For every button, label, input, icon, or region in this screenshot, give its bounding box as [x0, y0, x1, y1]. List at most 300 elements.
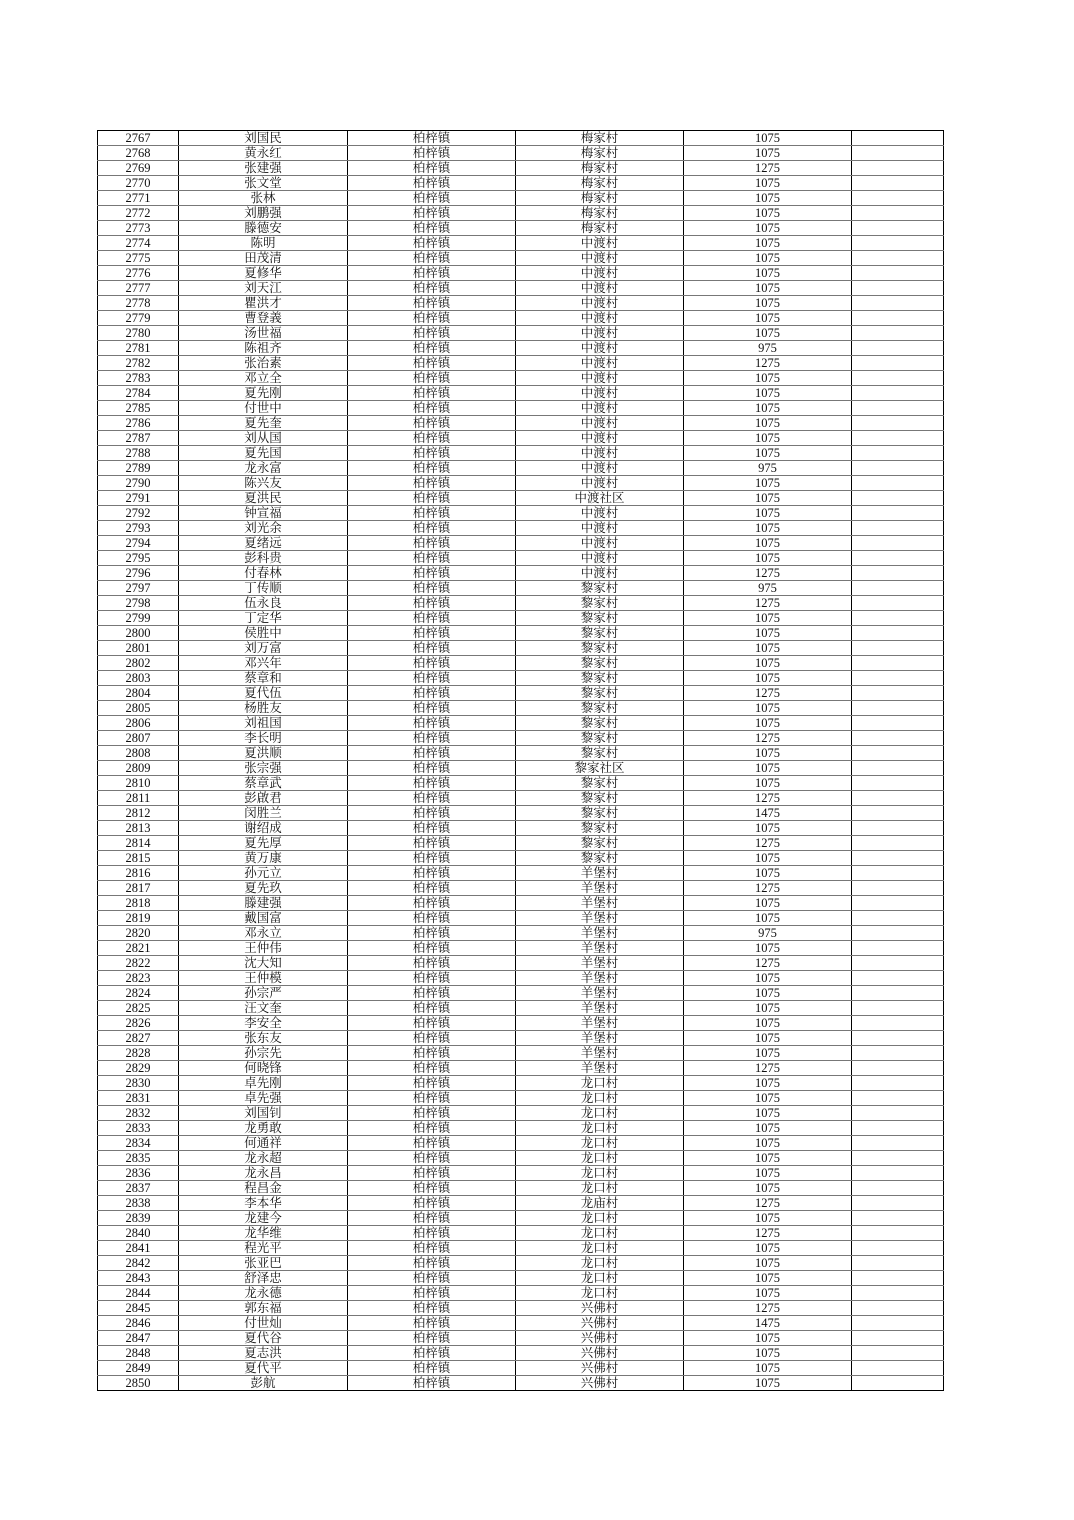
cell-amount: 1075 [684, 146, 852, 161]
table-row [98, 881, 944, 896]
cell-name: 蔡章和 [179, 671, 348, 686]
cell-town: 柏梓镇 [348, 851, 516, 866]
cell-name: 夏先刚 [179, 386, 348, 401]
cell-blank [852, 221, 944, 236]
cell-index: 2804 [98, 686, 179, 701]
cell-name: 杨胜友 [179, 701, 348, 716]
table-row [98, 176, 944, 191]
cell-village: 羊堡村 [516, 1061, 684, 1076]
cell-index: 2776 [98, 266, 179, 281]
cell-index: 2812 [98, 806, 179, 821]
cell-village: 黎家村 [516, 641, 684, 656]
cell-blank [852, 236, 944, 251]
cell-index: 2770 [98, 176, 179, 191]
cell-name: 张治素 [179, 356, 348, 371]
table-row [98, 521, 944, 536]
cell-blank [852, 446, 944, 461]
cell-village: 黎家村 [516, 656, 684, 671]
cell-village: 中渡村 [516, 296, 684, 311]
cell-index: 2796 [98, 566, 179, 581]
cell-village: 黎家村 [516, 851, 684, 866]
cell-blank [852, 131, 944, 146]
cell-name: 夏代谷 [179, 1331, 348, 1346]
cell-amount: 1075 [684, 1166, 852, 1181]
cell-amount: 1075 [684, 221, 852, 236]
cell-amount: 1475 [684, 806, 852, 821]
cell-name: 田茂清 [179, 251, 348, 266]
cell-town: 柏梓镇 [348, 761, 516, 776]
table-row [98, 551, 944, 566]
cell-index: 2849 [98, 1361, 179, 1376]
cell-town: 柏梓镇 [348, 746, 516, 761]
table-row [98, 191, 944, 206]
cell-name: 夏先国 [179, 446, 348, 461]
cell-index: 2785 [98, 401, 179, 416]
cell-blank [852, 521, 944, 536]
table-row [98, 776, 944, 791]
cell-index: 2813 [98, 821, 179, 836]
cell-village: 兴佛村 [516, 1301, 684, 1316]
cell-town: 柏梓镇 [348, 386, 516, 401]
cell-amount: 1075 [684, 821, 852, 836]
cell-amount: 1075 [684, 1106, 852, 1121]
cell-blank [852, 176, 944, 191]
cell-town: 柏梓镇 [348, 656, 516, 671]
cell-village: 黎家村 [516, 611, 684, 626]
cell-amount: 1075 [684, 746, 852, 761]
cell-blank [852, 191, 944, 206]
cell-index: 2799 [98, 611, 179, 626]
cell-village: 黎家村 [516, 776, 684, 791]
cell-village: 中渡村 [516, 461, 684, 476]
cell-amount: 1275 [684, 836, 852, 851]
cell-index: 2829 [98, 1061, 179, 1076]
table-row [98, 671, 944, 686]
cell-blank [852, 386, 944, 401]
cell-village: 黎家村 [516, 836, 684, 851]
cell-amount: 1275 [684, 791, 852, 806]
table-row [98, 1241, 944, 1256]
table-row [98, 161, 944, 176]
cell-amount: 1075 [684, 1241, 852, 1256]
cell-amount: 1075 [684, 701, 852, 716]
table-row [98, 1121, 944, 1136]
cell-name: 付世灿 [179, 1316, 348, 1331]
table-row [98, 566, 944, 581]
cell-name: 何通祥 [179, 1136, 348, 1151]
cell-blank [852, 581, 944, 596]
cell-blank [852, 1046, 944, 1061]
cell-village: 羊堡村 [516, 1016, 684, 1031]
cell-town: 柏梓镇 [348, 1196, 516, 1211]
cell-village: 中渡村 [516, 536, 684, 551]
cell-amount: 1075 [684, 1211, 852, 1226]
cell-amount: 1275 [684, 731, 852, 746]
cell-town: 柏梓镇 [348, 1076, 516, 1091]
cell-village: 羊堡村 [516, 866, 684, 881]
cell-blank [852, 671, 944, 686]
table-row [98, 911, 944, 926]
cell-name: 谢绍成 [179, 821, 348, 836]
cell-town: 柏梓镇 [348, 1316, 516, 1331]
cell-village: 兴佛村 [516, 1346, 684, 1361]
cell-amount: 1275 [684, 1061, 852, 1076]
cell-village: 龙口村 [516, 1256, 684, 1271]
cell-name: 钟宣福 [179, 506, 348, 521]
cell-amount: 1275 [684, 881, 852, 896]
cell-index: 2773 [98, 221, 179, 236]
cell-amount: 1275 [684, 356, 852, 371]
cell-amount: 1075 [684, 1376, 852, 1391]
cell-index: 2795 [98, 551, 179, 566]
cell-blank [852, 1316, 944, 1331]
cell-blank [852, 1271, 944, 1286]
cell-name: 陈明 [179, 236, 348, 251]
table-row [98, 1061, 944, 1076]
cell-name: 陈祖齐 [179, 341, 348, 356]
table-row [98, 1106, 944, 1121]
cell-index: 2775 [98, 251, 179, 266]
cell-blank [852, 296, 944, 311]
cell-amount: 1075 [684, 476, 852, 491]
cell-town: 柏梓镇 [348, 431, 516, 446]
cell-index: 2837 [98, 1181, 179, 1196]
table-row [98, 1331, 944, 1346]
cell-name: 夏洪民 [179, 491, 348, 506]
cell-blank [852, 1076, 944, 1091]
cell-index: 2790 [98, 476, 179, 491]
cell-town: 柏梓镇 [348, 1061, 516, 1076]
cell-name: 陈兴友 [179, 476, 348, 491]
cell-name: 卓先刚 [179, 1076, 348, 1091]
cell-blank [852, 1286, 944, 1301]
cell-village: 中渡村 [516, 446, 684, 461]
cell-blank [852, 731, 944, 746]
cell-town: 柏梓镇 [348, 446, 516, 461]
cell-index: 2805 [98, 701, 179, 716]
cell-blank [852, 806, 944, 821]
cell-blank [852, 821, 944, 836]
cell-village: 中渡村 [516, 476, 684, 491]
cell-amount: 1275 [684, 1301, 852, 1316]
cell-blank [852, 1211, 944, 1226]
cell-village: 梅家村 [516, 206, 684, 221]
cell-town: 柏梓镇 [348, 296, 516, 311]
cell-town: 柏梓镇 [348, 1361, 516, 1376]
cell-name: 夏先奎 [179, 416, 348, 431]
cell-amount: 1075 [684, 236, 852, 251]
cell-amount: 1075 [684, 911, 852, 926]
table-row [98, 986, 944, 1001]
cell-village: 龙口村 [516, 1151, 684, 1166]
cell-blank [852, 1136, 944, 1151]
table-row [98, 446, 944, 461]
table-row [98, 1016, 944, 1031]
table-row [98, 1316, 944, 1331]
cell-town: 柏梓镇 [348, 131, 516, 146]
cell-town: 柏梓镇 [348, 1376, 516, 1391]
cell-village: 羊堡村 [516, 911, 684, 926]
cell-village: 羊堡村 [516, 896, 684, 911]
cell-name: 程光平 [179, 1241, 348, 1256]
table-row [98, 536, 944, 551]
cell-town: 柏梓镇 [348, 356, 516, 371]
cell-amount: 1075 [684, 326, 852, 341]
cell-blank [852, 881, 944, 896]
table-row [98, 791, 944, 806]
table-row [98, 1346, 944, 1361]
cell-blank [852, 1181, 944, 1196]
cell-name: 刘万富 [179, 641, 348, 656]
cell-index: 2841 [98, 1241, 179, 1256]
cell-village: 黎家村 [516, 701, 684, 716]
cell-name: 彭啟君 [179, 791, 348, 806]
cell-town: 柏梓镇 [348, 581, 516, 596]
cell-town: 柏梓镇 [348, 221, 516, 236]
cell-village: 梅家村 [516, 161, 684, 176]
table-row [98, 1136, 944, 1151]
table-row [98, 356, 944, 371]
cell-village: 龙口村 [516, 1181, 684, 1196]
cell-index: 2788 [98, 446, 179, 461]
cell-town: 柏梓镇 [348, 521, 516, 536]
cell-town: 柏梓镇 [348, 896, 516, 911]
cell-blank [852, 1151, 944, 1166]
cell-index: 2802 [98, 656, 179, 671]
table-row [98, 221, 944, 236]
cell-town: 柏梓镇 [348, 866, 516, 881]
cell-village: 羊堡村 [516, 1046, 684, 1061]
cell-blank [852, 1166, 944, 1181]
cell-index: 2786 [98, 416, 179, 431]
cell-town: 柏梓镇 [348, 1226, 516, 1241]
cell-town: 柏梓镇 [348, 671, 516, 686]
cell-index: 2792 [98, 506, 179, 521]
cell-blank [852, 1016, 944, 1031]
cell-amount: 975 [684, 341, 852, 356]
cell-amount: 1075 [684, 866, 852, 881]
cell-town: 柏梓镇 [348, 1271, 516, 1286]
cell-blank [852, 281, 944, 296]
table-row [98, 131, 944, 146]
cell-blank [852, 596, 944, 611]
cell-amount: 1275 [684, 161, 852, 176]
cell-name: 黄万康 [179, 851, 348, 866]
cell-name: 夏代伍 [179, 686, 348, 701]
cell-amount: 1075 [684, 431, 852, 446]
cell-name: 刘光余 [179, 521, 348, 536]
cell-name: 郭东福 [179, 1301, 348, 1316]
cell-amount: 1075 [684, 251, 852, 266]
table-row [98, 896, 944, 911]
cell-index: 2827 [98, 1031, 179, 1046]
cell-town: 柏梓镇 [348, 416, 516, 431]
cell-amount: 1075 [684, 1031, 852, 1046]
cell-amount: 1075 [684, 311, 852, 326]
cell-village: 黎家村 [516, 806, 684, 821]
cell-town: 柏梓镇 [348, 806, 516, 821]
cell-village: 梅家村 [516, 191, 684, 206]
cell-blank [852, 1256, 944, 1271]
cell-amount: 975 [684, 461, 852, 476]
cell-index: 2782 [98, 356, 179, 371]
cell-name: 彭航 [179, 1376, 348, 1391]
cell-town: 柏梓镇 [348, 836, 516, 851]
cell-name: 张宗强 [179, 761, 348, 776]
table-row [98, 1196, 944, 1211]
cell-town: 柏梓镇 [348, 266, 516, 281]
cell-blank [852, 851, 944, 866]
table-row [98, 206, 944, 221]
cell-village: 中渡村 [516, 236, 684, 251]
cell-index: 2800 [98, 626, 179, 641]
cell-town: 柏梓镇 [348, 911, 516, 926]
cell-town: 柏梓镇 [348, 341, 516, 356]
cell-amount: 1075 [684, 281, 852, 296]
cell-index: 2843 [98, 1271, 179, 1286]
cell-blank [852, 1361, 944, 1376]
cell-village: 中渡村 [516, 266, 684, 281]
table-row [98, 401, 944, 416]
cell-town: 柏梓镇 [348, 776, 516, 791]
cell-amount: 1075 [684, 776, 852, 791]
cell-name: 王仲模 [179, 971, 348, 986]
cell-name: 夏代平 [179, 1361, 348, 1376]
cell-village: 中渡村 [516, 551, 684, 566]
cell-blank [852, 1031, 944, 1046]
cell-name: 夏志洪 [179, 1346, 348, 1361]
cell-amount: 1075 [684, 716, 852, 731]
cell-blank [852, 1346, 944, 1361]
table-row [98, 1076, 944, 1091]
cell-blank [852, 626, 944, 641]
cell-index: 2838 [98, 1196, 179, 1211]
cell-amount: 975 [684, 581, 852, 596]
cell-blank [852, 1106, 944, 1121]
cell-name: 滕建强 [179, 896, 348, 911]
cell-amount: 1075 [684, 851, 852, 866]
cell-town: 柏梓镇 [348, 1166, 516, 1181]
cell-index: 2816 [98, 866, 179, 881]
cell-name: 龙华维 [179, 1226, 348, 1241]
cell-town: 柏梓镇 [348, 506, 516, 521]
table-row [98, 1301, 944, 1316]
cell-index: 2811 [98, 791, 179, 806]
cell-blank [852, 1061, 944, 1076]
cell-name: 邓兴年 [179, 656, 348, 671]
cell-amount: 1075 [684, 1286, 852, 1301]
cell-blank [852, 911, 944, 926]
cell-town: 柏梓镇 [348, 686, 516, 701]
cell-village: 龙口村 [516, 1091, 684, 1106]
table-row [98, 266, 944, 281]
table-row [98, 956, 944, 971]
cell-name: 付世中 [179, 401, 348, 416]
cell-amount: 1075 [684, 506, 852, 521]
cell-index: 2771 [98, 191, 179, 206]
cell-name: 付春林 [179, 566, 348, 581]
cell-amount: 1275 [684, 596, 852, 611]
cell-blank [852, 431, 944, 446]
cell-village: 羊堡村 [516, 1031, 684, 1046]
table-row [98, 296, 944, 311]
cell-town: 柏梓镇 [348, 176, 516, 191]
cell-amount: 1075 [684, 761, 852, 776]
cell-index: 2809 [98, 761, 179, 776]
cell-blank [852, 971, 944, 986]
cell-index: 2836 [98, 1166, 179, 1181]
cell-name: 沈大知 [179, 956, 348, 971]
cell-village: 黎家社区 [516, 761, 684, 776]
cell-blank [852, 791, 944, 806]
cell-index: 2807 [98, 731, 179, 746]
cell-village: 黎家村 [516, 626, 684, 641]
cell-index: 2798 [98, 596, 179, 611]
cell-name: 程昌金 [179, 1181, 348, 1196]
cell-index: 2778 [98, 296, 179, 311]
cell-town: 柏梓镇 [348, 701, 516, 716]
cell-blank [852, 206, 944, 221]
table-row [98, 821, 944, 836]
cell-blank [852, 536, 944, 551]
cell-village: 中渡村 [516, 416, 684, 431]
cell-index: 2815 [98, 851, 179, 866]
cell-town: 柏梓镇 [348, 1031, 516, 1046]
cell-village: 龙口村 [516, 1166, 684, 1181]
cell-amount: 1075 [684, 1181, 852, 1196]
cell-index: 2846 [98, 1316, 179, 1331]
cell-town: 柏梓镇 [348, 1181, 516, 1196]
cell-town: 柏梓镇 [348, 326, 516, 341]
cell-blank [852, 161, 944, 176]
cell-name: 丁传顺 [179, 581, 348, 596]
cell-town: 柏梓镇 [348, 926, 516, 941]
cell-blank [852, 896, 944, 911]
cell-index: 2835 [98, 1151, 179, 1166]
cell-index: 2801 [98, 641, 179, 656]
cell-town: 柏梓镇 [348, 1346, 516, 1361]
cell-village: 中渡村 [516, 566, 684, 581]
cell-index: 2833 [98, 1121, 179, 1136]
cell-name: 张林 [179, 191, 348, 206]
cell-village: 中渡村 [516, 356, 684, 371]
cell-blank [852, 926, 944, 941]
table-row [98, 701, 944, 716]
cell-amount: 1075 [684, 1046, 852, 1061]
cell-index: 2793 [98, 521, 179, 536]
cell-village: 羊堡村 [516, 986, 684, 1001]
cell-index: 2840 [98, 1226, 179, 1241]
cell-village: 龙口村 [516, 1241, 684, 1256]
cell-index: 2820 [98, 926, 179, 941]
cell-blank [852, 1196, 944, 1211]
cell-town: 柏梓镇 [348, 1151, 516, 1166]
cell-amount: 1075 [684, 1091, 852, 1106]
cell-index: 2772 [98, 206, 179, 221]
table-row [98, 476, 944, 491]
cell-name: 张东友 [179, 1031, 348, 1046]
cell-name: 刘祖国 [179, 716, 348, 731]
cell-index: 2822 [98, 956, 179, 971]
cell-name: 孙宗严 [179, 986, 348, 1001]
cell-village: 中渡社区 [516, 491, 684, 506]
cell-name: 彭科贵 [179, 551, 348, 566]
cell-blank [852, 1121, 944, 1136]
cell-village: 黎家村 [516, 671, 684, 686]
cell-index: 2845 [98, 1301, 179, 1316]
cell-blank [852, 311, 944, 326]
cell-amount: 1075 [684, 626, 852, 641]
